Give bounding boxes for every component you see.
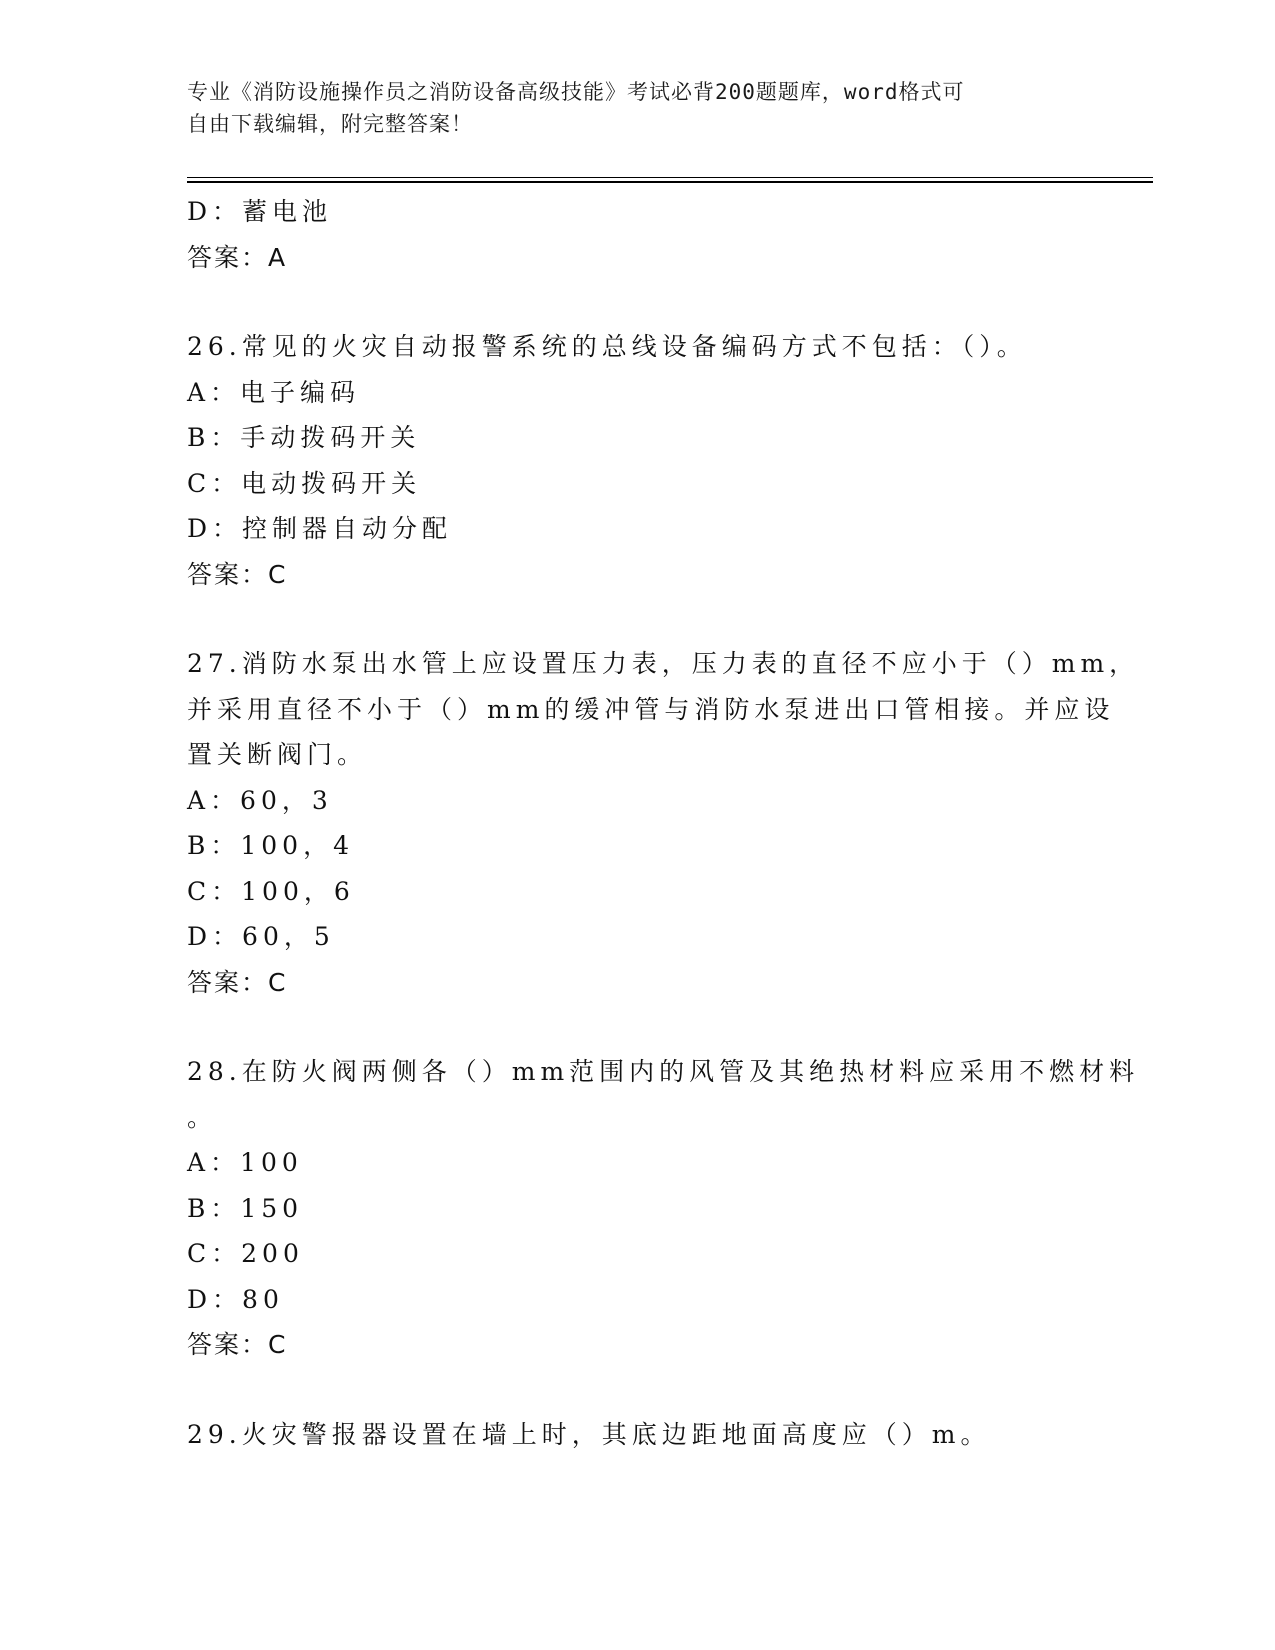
question-29 (187, 1412, 1087, 1458)
question-25-tail (187, 189, 1087, 280)
question-stem-line-3: 置关断阀门。 (187, 740, 368, 769)
question-stem-line-1: 27.消防水泵出水管上应设置压力表，压力表的直径不应小于（）mm， (187, 649, 1140, 678)
header-line-1: 专业《消防设施操作员之消防设备高级技能》考试必背200题题库，word格式可 (187, 80, 965, 104)
option-a: A：60，3 (187, 785, 333, 815)
answer: 答案：C (187, 1330, 288, 1359)
question-27 (187, 641, 1140, 1005)
spacer (187, 597, 1087, 641)
question-stem-line-2: 并采用直径不小于（）mm的缓冲管与消防水泵进出口管相接。并应设 (187, 694, 1115, 724)
header-divider-thin (187, 177, 1153, 178)
question-stem: 29.火灾警报器设置在墙上时，其底边距地面高度应（）m。 (187, 1419, 991, 1449)
option-c: C：100，6 (187, 876, 355, 906)
option-b: B：100，4 (187, 831, 354, 860)
option-d: D：60，5 (187, 922, 335, 951)
question-stem-line-1: 28.在防火阀两侧各（）mm范围内的风管及其绝热材料应采用不燃材料 (187, 1057, 1140, 1086)
option-b: B：手动拨码开关 (187, 423, 421, 452)
answer: 答案：C (187, 559, 288, 589)
spacer (187, 1368, 1087, 1412)
document-header (187, 76, 1087, 140)
question-28 (187, 1049, 1140, 1368)
option-b: B：150 (187, 1193, 304, 1223)
option-a: A：电子编码 (187, 377, 361, 407)
answer: 答案：C (187, 967, 288, 997)
option-d: D：80 (187, 1284, 284, 1314)
option-c: C：200 (187, 1239, 304, 1268)
answer: 答案：A (187, 242, 288, 272)
option-c: C：电动拨码开关 (187, 468, 422, 498)
question-list (187, 189, 1140, 1457)
question-stem-line-2: 。 (187, 1102, 218, 1132)
spacer (187, 1005, 1087, 1049)
spacer (187, 280, 1087, 324)
header-divider-thick (187, 181, 1153, 183)
option-a: A：100 (187, 1148, 303, 1177)
question-26 (187, 324, 1087, 597)
option-d: D：蓄电池 (187, 197, 333, 226)
option-d: D：控制器自动分配 (187, 514, 453, 543)
question-stem: 26.常见的火灾自动报警系统的总线设备编码方式不包括：（）。 (187, 332, 1027, 361)
header-line-2: 自由下载编辑，附完整答案！ (187, 112, 473, 136)
